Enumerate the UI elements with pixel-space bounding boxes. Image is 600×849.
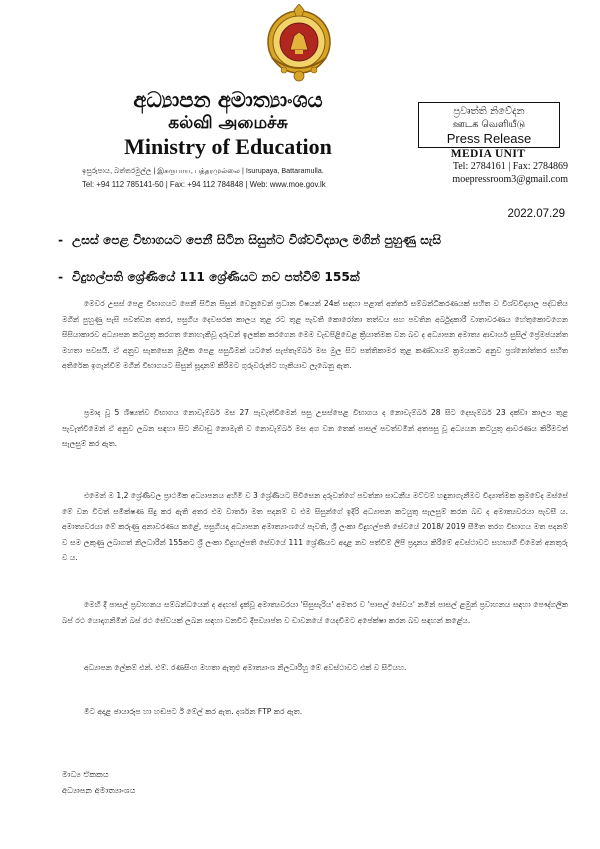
media-unit-label: MEDIA UNIT <box>450 148 526 160</box>
body-paragraph-6: මීට අදාළ ඡායාරූප හා හඬපට ඊ මේල් කර ඇත. දර්ශන FTP කර ඇත. <box>84 707 303 716</box>
body-paragraph-4: මෙහි දී පාසල් ප්‍රවාහනය සම්බන්ධයෙන් ද අදහස් දැක්වූ අමාත්‍යවරයා 'සිසුසැරිය' අමතර ව 'පාසල් සේවය' නමින් පාසල් ළමුන් ප්‍රවාහනය සඳහා පෞද්ගලික බස් රථ යොදාගනිමින් බස් රථ සේවයක් ලබන සඳහා වනවිට දීපව්‍යාප්ත ව ඩාවනයේ යෙදවීමට අපේක්ෂා කරන බව සඳහන් කළේය. <box>62 600 568 625</box>
headline-1 <box>58 232 558 249</box>
press-label-sinhala: ප්‍රවෘත්ති නිවේදන <box>453 106 525 117</box>
press-label-english: Press Release <box>446 131 532 146</box>
signoff-ministry: අධ්‍යාපන අමාත්‍යාංශය <box>62 785 136 795</box>
ministry-address: ඉසුරුපාය, බත්තරමුල්ල | இசுருபாய, பத்தரமுல்லை | Isurupaya, Battaramulla. <box>82 166 324 175</box>
headline-dash: - <box>58 233 64 247</box>
body-paragraph-1: මෙවර උසස් පෙළ විභාගයට පෙනී සිටින සිසුන් වෙනුවෙන් ප්‍රධාන විෂයන් 24ක් සඳහා පළාත් අන්තර් සම්බන්ධීකරණයක් සහිත ව විශ්වවිද්‍යාල පද්ධතිය මගින් පුහුණු සැසි පවත්වන අතර, පසුගිය දෙවසරක කාලය තුළ රට තුළ පැවති කොරෝනා තත්වය සහ පවතින අර්බුදකාරී වාතාවරණය හේතුකොටගෙන සිසියාකාරව අධ්‍යාපන කටයුතු කරගත නොහැකිවූ දරුවන් ඉලක්ක කරගෙන මෙම වැඩපිළිවෙළ ක්‍රියාත්මක වන බව ද අධ්‍යාපන අමාත්‍ය ආචාර්ය සුසිල් ප්‍රේමජයන්ත මහතා පවසයි. ඒ අනුව සැකසෙන මූලික පෙළ පසුබිමක් යටතේ සැප්තැම්බර් මස මුල සිට පත්තිකාමර තුළ කණ්ඩායම් ක්‍රමයකට අනුව ප්‍රශ්නෝත්තර සහිත අතිරේක ඉගැන්වීම් මගින් විභාගයට සිසුන් සූදානම් කිරීමට ගුරුවරුන්ට හැකියාව ලැබෙනු ඇත. <box>62 299 568 371</box>
release-date: 2022.07.29 <box>507 208 565 220</box>
body-paragraph-5: අධ්‍යාපන ලේකම් එන්. එම්. රණසිංහ මහතා ඇතුළු අමාත්‍යාංශ නිලධාරීහු මේ අවස්ථාවට එක් ව සිටියහ. <box>84 663 407 672</box>
headline-text: උසස් පෙළ විභාගයට පෙනී සිටින සිසුන්ට විශ්වවිද්‍යාල මගින් පුහුණු සැසි <box>72 233 442 247</box>
ministry-contact: Tel: +94 112 785141-50 | Fax: +94 112 784848 | Web: www.moe.gov.lk <box>82 180 326 189</box>
media-unit-tel-fax: Tel: 2784161 | Fax: 2784869 <box>452 161 568 172</box>
press-release-box <box>418 102 560 148</box>
signoff-unit: මාධ්‍ය ඒකකය <box>62 769 109 779</box>
headline-2 <box>58 269 558 286</box>
ministry-name-english: Ministry of Education <box>124 134 332 159</box>
ministry-name-sinhala: අධ්‍යාපන අමාත්‍යාංශය <box>133 88 323 112</box>
ministry-name-tamil: கல்வி அமைச்சு <box>168 113 288 133</box>
media-unit-email: moepressroom3@gmail.com <box>452 174 568 185</box>
press-label-tamil: ஊடக வெளியீடு <box>452 119 526 130</box>
headline-dash: - <box>58 270 64 284</box>
sri-lanka-emblem-icon <box>264 4 334 84</box>
signoff-block <box>62 766 362 798</box>
body-paragraph-2: ප්‍රමාද වූ 5 ශිෂ්‍යත්ව විභාගය නොවැම්බර් මස 27 පැවැත්වීමෙන් පසු උසස්පෙළ විභාගය ද නොවැම්බර් 28 සිට දෙසැම්බර් 23 දක්වා කාලය තුළ පැවැත්වීමෙන් ඒ අනුව ලබන සඳහා සිට නිවාඩු නොමැති ව නොවැම්බර් මස අග වන තෙක් පාසල් පවත්වමින් අතපසු වූ අධ්‍යයන කටයුතු ආවරණය කිරීමටත් සැලසුම් කර ඇත. <box>62 408 568 449</box>
headline-text: විදුහල්පති ශ්‍රේණියේ 111 ශ්‍රේණියට නව පත්වීම් 155ක් <box>72 270 360 284</box>
ministry-header <box>78 88 378 160</box>
body-paragraph-3: එමෙන් ම 1,2 ශ්‍රේණිවල ප්‍රාථමික අධ්‍යාපනය අහිමි ව 3 ශ්‍රේණියට පිවිසෙන දරුවන්ගේ පවත්නා සාධනීය මට්ටම් හඳුනාගැනීමට විද්‍යාත්මක ක්‍රමවේද ඔස්සේ මේ වන විටත් සමීක්ෂණ සිදු කර ඇති අතර එම වාර්තා මත පදනම් ව එම සිසුන්ගේ ඉදිරි අධ්‍යාපන කටයුතු සැලසුම් කරන බව ද අමාත්‍යවරයා පැවසී ය. අමාත්‍යවරයා මේ කරුණු අනාවරණය කළේ, පසුගියදා අධ්‍යාපන අමාත්‍යාංශයේ පැවති, ශ්‍රී ලංකා විදුහල්පති සේවයේ 2018/ 2019 සීමිත තරග විභාගය මත පදනම් ව සම ලකුණු ලබාගත් නිලධාරීන් 155කට ශ්‍රී ලංකා විදුහල්පති සේවයේ 111 ශ්‍රේණියට අදාළ නව පත්වීම් ලිපි ප්‍රදානය කිරීමේ අවස්ථාවට සහභාගී වීමෙන් අනතුරු ව ය. <box>62 491 568 563</box>
